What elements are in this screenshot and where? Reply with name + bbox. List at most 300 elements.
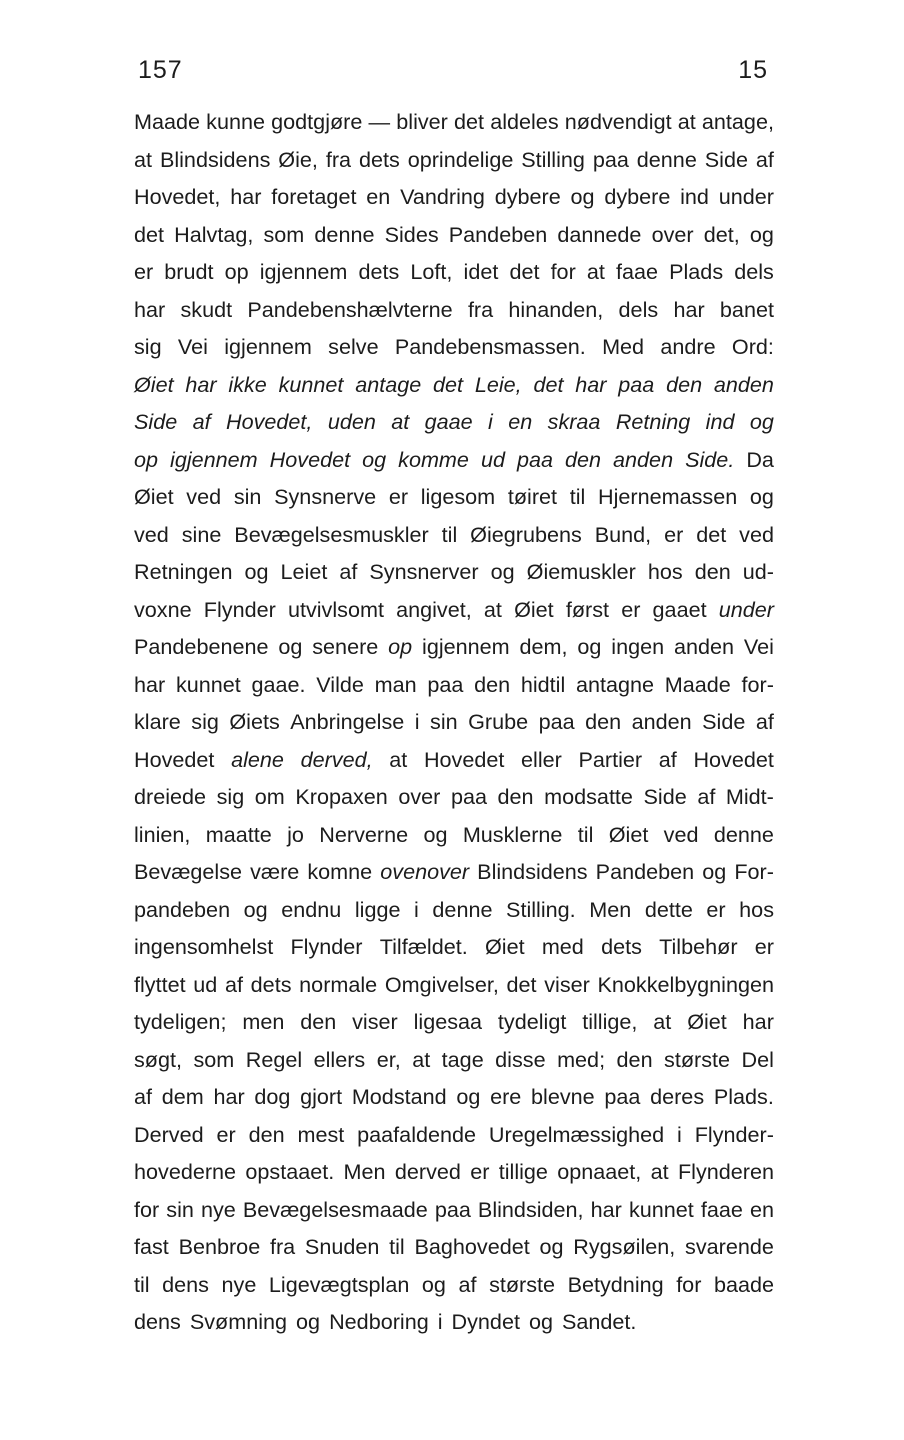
word: søgt, (134, 1046, 182, 1072)
word: Svømning (189, 1309, 288, 1334)
word: sine (181, 521, 222, 547)
word: uden (327, 409, 376, 434)
text-line (134, 1303, 774, 1341)
word: Flynder (203, 596, 276, 622)
word: den (616, 1046, 653, 1072)
word: nye (221, 1271, 257, 1297)
word: og (296, 1309, 321, 1334)
word: Øiet (134, 371, 174, 397)
word: deres (650, 1084, 705, 1109)
word: har (134, 296, 166, 322)
text-line (134, 1153, 774, 1191)
word: angivet, (396, 596, 472, 622)
word: Med (602, 334, 645, 359)
word: dannede (557, 221, 642, 247)
word: den (565, 446, 602, 472)
word: den (300, 1009, 337, 1034)
word: Stilling. (506, 896, 576, 922)
word: ligesom (420, 484, 496, 509)
word: dem (161, 1084, 204, 1109)
word: denne (314, 221, 375, 247)
word: antage (355, 371, 422, 397)
word: derved (394, 1159, 461, 1184)
word: dens (134, 1309, 181, 1334)
word: paafaldende (357, 1121, 477, 1147)
word: en (749, 1196, 774, 1222)
word: største (664, 1046, 731, 1072)
word: Maade (134, 109, 201, 134)
body-text (134, 103, 774, 1341)
word: paa (604, 1084, 641, 1109)
word: Øiemuskler (526, 559, 636, 584)
word: eller (521, 746, 562, 772)
word: Sandet. (561, 1309, 637, 1334)
word: anden (674, 634, 735, 659)
word: den (497, 784, 534, 809)
word: denne (713, 821, 774, 847)
word: Grube (468, 709, 529, 734)
word: Pandeben (448, 221, 548, 247)
word: af (697, 784, 716, 809)
word: for (676, 1271, 702, 1297)
word: at (653, 1009, 672, 1034)
word: opnaaet, (557, 1159, 642, 1184)
word: igjennem (170, 446, 258, 472)
word: Øiet (484, 934, 525, 959)
word: Da (746, 446, 774, 472)
word: ud- (742, 559, 774, 584)
word: har (230, 184, 262, 209)
word: Hovedet (134, 746, 215, 772)
text-line (134, 628, 774, 666)
word: Nerverne (319, 821, 409, 847)
word: i (437, 1309, 443, 1334)
word: og (278, 634, 303, 659)
word: en (508, 409, 533, 434)
word: Loft, (410, 259, 453, 284)
word: ved (134, 521, 169, 547)
word: af (224, 971, 243, 997)
word: tydeligt (497, 1009, 567, 1034)
word: den (694, 559, 731, 584)
word: hidtil (520, 671, 566, 697)
word: Retning (615, 409, 691, 434)
word: og (456, 1084, 481, 1109)
word: ind (705, 409, 735, 434)
word: dets (358, 259, 400, 284)
word: Bevægelsesmuskler (234, 521, 429, 547)
word: Synsnerver (369, 559, 479, 584)
word: klare (134, 709, 181, 734)
word: Rygsøilen, (573, 1234, 676, 1259)
word: det (433, 371, 464, 397)
word: først (565, 596, 610, 622)
word: Dyndet (451, 1309, 520, 1334)
word: Blindsiden, (477, 1196, 584, 1222)
word: For- (734, 859, 774, 884)
word: Snuden (304, 1234, 380, 1259)
word: ere (490, 1084, 522, 1109)
word: Hovedet (693, 746, 774, 772)
word: er (388, 484, 409, 509)
word: af (192, 409, 211, 434)
word: Flynder (290, 934, 363, 959)
word: og (749, 409, 774, 434)
word: denne (432, 896, 493, 922)
word: godtgjøre (271, 109, 363, 134)
word: paa (618, 371, 655, 397)
word: og (362, 446, 387, 472)
word: er, (376, 1046, 401, 1072)
word: tage (441, 1046, 484, 1072)
word: Anbringelse (290, 709, 405, 734)
word: ikke (228, 371, 267, 397)
word: af (658, 746, 677, 772)
word: banet (719, 296, 774, 322)
word: jo (287, 821, 304, 847)
text-line (134, 441, 774, 479)
word: derved, (300, 746, 373, 772)
word: Nedboring (329, 1309, 429, 1334)
word: Øiet (687, 1009, 727, 1034)
word: gjort (300, 1084, 343, 1109)
word: Leie, (474, 371, 522, 397)
word: har (590, 1196, 622, 1222)
word: dets (250, 971, 292, 997)
word: det (134, 221, 165, 247)
word: Partier (578, 746, 643, 772)
word: Halvtag, (174, 221, 254, 247)
word: og (490, 559, 515, 584)
word: ind (680, 184, 709, 209)
word: med (541, 934, 584, 959)
word: endnu (281, 896, 342, 922)
word: den (474, 671, 511, 697)
word: Øiegrubens (470, 521, 582, 547)
word: op (388, 634, 413, 659)
word: fast (134, 1234, 169, 1259)
word: Pandebenshælvterne (247, 296, 453, 322)
word: Hovedet (269, 446, 351, 472)
word: viser (352, 1009, 398, 1034)
word: Bevægelsesmaade (242, 1196, 428, 1222)
word: disse (495, 1046, 546, 1072)
word: Pandeben (595, 859, 695, 884)
word: er (664, 521, 684, 547)
word: Men (589, 896, 632, 922)
word: selve (328, 334, 379, 359)
word: for (134, 1196, 160, 1222)
word: at (412, 1046, 431, 1072)
word: Del (741, 1046, 774, 1072)
word: Baghovedet (414, 1234, 530, 1259)
word: og (243, 896, 268, 922)
word: Bevægelse (134, 859, 243, 884)
word: voxne (134, 596, 192, 622)
word: flyttet (134, 971, 186, 997)
word: paa (450, 784, 487, 809)
word: Modstand (351, 1084, 447, 1109)
word: nye (200, 1196, 236, 1222)
word: Hjernemassen (598, 484, 738, 509)
word: for- (741, 671, 774, 697)
word: en (366, 184, 391, 209)
word: tøiret (507, 484, 558, 509)
text-line (134, 1116, 774, 1154)
word: i (414, 709, 420, 734)
word: at (586, 259, 605, 284)
text-line (134, 516, 774, 554)
word: baade (713, 1271, 774, 1297)
word: det (696, 521, 727, 547)
word: paa (516, 446, 553, 472)
word: paa (427, 671, 464, 697)
word: Bund, (594, 521, 652, 547)
word: Øiet (134, 484, 174, 509)
word: over (651, 221, 694, 247)
word: det, (703, 221, 740, 247)
word: ellers (313, 1046, 366, 1072)
word: Øiet (514, 596, 554, 622)
word: Regel (245, 1046, 303, 1072)
word: faae (615, 259, 658, 284)
word: kunnet (278, 371, 344, 397)
word: og (702, 859, 727, 884)
word: hos (739, 896, 774, 922)
word: anden (613, 446, 674, 472)
word: har (575, 371, 607, 397)
word: igjennem (259, 259, 348, 284)
word: antage, (701, 109, 774, 134)
word: Stilling (521, 146, 585, 172)
word: bliver (396, 109, 448, 134)
word: den (248, 1121, 285, 1147)
word: for (550, 259, 576, 284)
word: andre (660, 334, 716, 359)
word: Leiet (280, 559, 328, 584)
word: Side (643, 784, 687, 809)
word: sin (430, 709, 458, 734)
text-line (134, 891, 774, 929)
word: skudt (180, 296, 233, 322)
word: oprindelige (407, 146, 514, 172)
word: normale (299, 971, 378, 997)
word: Derved (134, 1121, 204, 1147)
word: sin (166, 1196, 194, 1222)
word: Øiet (608, 821, 649, 847)
word: hinanden, (508, 296, 604, 322)
word: har (673, 296, 705, 322)
word: Omgivelser, (384, 971, 499, 997)
word: har (185, 371, 217, 397)
word: Side (134, 409, 178, 434)
word: og (528, 1309, 553, 1334)
word: det (506, 971, 537, 997)
word: er (134, 259, 154, 284)
word: at (677, 109, 696, 134)
word: pandeben (134, 896, 231, 922)
word: og (421, 1271, 446, 1297)
word: i (677, 1121, 682, 1147)
text-line (134, 666, 774, 704)
word: i (488, 409, 493, 434)
word: at (389, 746, 408, 772)
word: Retningen (134, 559, 233, 584)
word: Vei (743, 634, 774, 659)
text-line (134, 1191, 774, 1229)
word: er (706, 896, 726, 922)
word: Flynderen (677, 1159, 774, 1184)
word: dette (644, 896, 693, 922)
word: fra (467, 296, 494, 322)
word: være (250, 859, 300, 884)
word: antagne (576, 671, 655, 697)
word: hovederne (134, 1159, 237, 1184)
word: ud (480, 446, 505, 472)
word: dets (358, 146, 400, 172)
text-line (134, 966, 774, 1004)
word: gaae. (251, 671, 306, 697)
text-line (134, 741, 774, 779)
word: til (389, 1234, 405, 1259)
word: som (193, 1046, 235, 1072)
word: Plads (669, 259, 724, 284)
word: aldeles (490, 109, 559, 134)
word: ligge (354, 896, 401, 922)
word: faae (700, 1196, 743, 1222)
word: dog (254, 1084, 291, 1109)
text-line (134, 853, 774, 891)
word: alene (231, 746, 284, 772)
word: idet (463, 259, 499, 284)
word: Tilfældet. (379, 934, 468, 959)
word: Ligevægtsplan (268, 1271, 410, 1297)
word: af (755, 709, 774, 734)
word: Side (704, 146, 748, 172)
text-line (134, 1041, 774, 1079)
word: af (458, 1271, 477, 1297)
word: sin (233, 484, 262, 509)
word: skraa (547, 409, 601, 434)
word: er (754, 934, 774, 959)
word: dets (601, 934, 642, 959)
word: utvivlsomt (287, 596, 384, 622)
word: paa (434, 1196, 471, 1222)
word: nødvendigt (564, 109, 672, 134)
text-line (134, 553, 774, 591)
word: til (441, 521, 458, 547)
word: det (509, 259, 540, 284)
text-line (134, 103, 774, 141)
word: og (570, 184, 595, 209)
word: dels (618, 296, 659, 322)
text-line (134, 478, 774, 516)
page-number-left: 157 (138, 56, 183, 84)
text-line (134, 141, 774, 179)
word: igjennem (224, 334, 312, 359)
word: kunnet (175, 671, 241, 697)
word: det (454, 109, 485, 134)
word: i (414, 896, 419, 922)
word: og (423, 821, 448, 847)
word: igjennem (422, 634, 510, 659)
word: brudt (164, 259, 214, 284)
text-line (134, 366, 774, 404)
word: til (569, 484, 586, 509)
text-line (134, 178, 774, 216)
word: Hovedet, (134, 184, 221, 209)
text-line (134, 1003, 774, 1041)
word: modsatte (544, 784, 633, 809)
word: Vilde (316, 671, 364, 697)
text-line (134, 778, 774, 816)
word: med; (557, 1046, 606, 1072)
page-header (138, 56, 768, 86)
word: dreiede (134, 784, 207, 809)
word: at (391, 409, 410, 434)
word: hos (647, 559, 683, 584)
word: op (134, 446, 159, 472)
word: er (470, 1159, 490, 1184)
word: som (263, 221, 305, 247)
word: Pandebenene (134, 634, 269, 659)
page-number-right: 15 (738, 56, 768, 84)
word: paa (538, 709, 575, 734)
word: mest (297, 1121, 345, 1147)
word: over (398, 784, 441, 809)
word: opstaaet. (245, 1159, 335, 1184)
word: sig (134, 334, 162, 359)
word: Øiets (229, 709, 280, 734)
word: Pandebensmassen. (394, 334, 586, 359)
word: Hovedet (423, 746, 505, 772)
word: ovenover (380, 859, 470, 884)
word: foretaget (271, 184, 357, 209)
word: ved (663, 821, 699, 847)
word: og (539, 1234, 564, 1259)
word: største (489, 1271, 556, 1297)
word: viser (544, 971, 590, 997)
word: og (749, 221, 774, 247)
word: Blindsidens (159, 146, 271, 172)
word: at (134, 146, 153, 172)
word: at (483, 596, 502, 622)
word: Betydning (567, 1271, 664, 1297)
word: linien, (134, 821, 191, 847)
word: denne (636, 146, 697, 172)
word: senere (312, 634, 379, 659)
word: Synsnerve (274, 484, 377, 509)
word: Uregelmæssighed (488, 1121, 665, 1147)
word: dybere (604, 184, 671, 209)
word: er (621, 596, 641, 622)
word: Side (702, 709, 746, 734)
text-line (134, 216, 774, 254)
word: Tilbehør (659, 934, 738, 959)
word: Side. (685, 446, 735, 472)
text-line (134, 703, 774, 741)
word: dens (162, 1271, 209, 1297)
word: Knokkelbygningen (597, 971, 774, 997)
word: Vandring (400, 184, 485, 209)
word: ved (739, 521, 774, 547)
word: Flynder- (694, 1121, 774, 1147)
word: blevne (531, 1084, 595, 1109)
word: man (374, 671, 417, 697)
word: Kropaxen (295, 784, 388, 809)
text-line (134, 403, 774, 441)
word: anden (631, 709, 692, 734)
